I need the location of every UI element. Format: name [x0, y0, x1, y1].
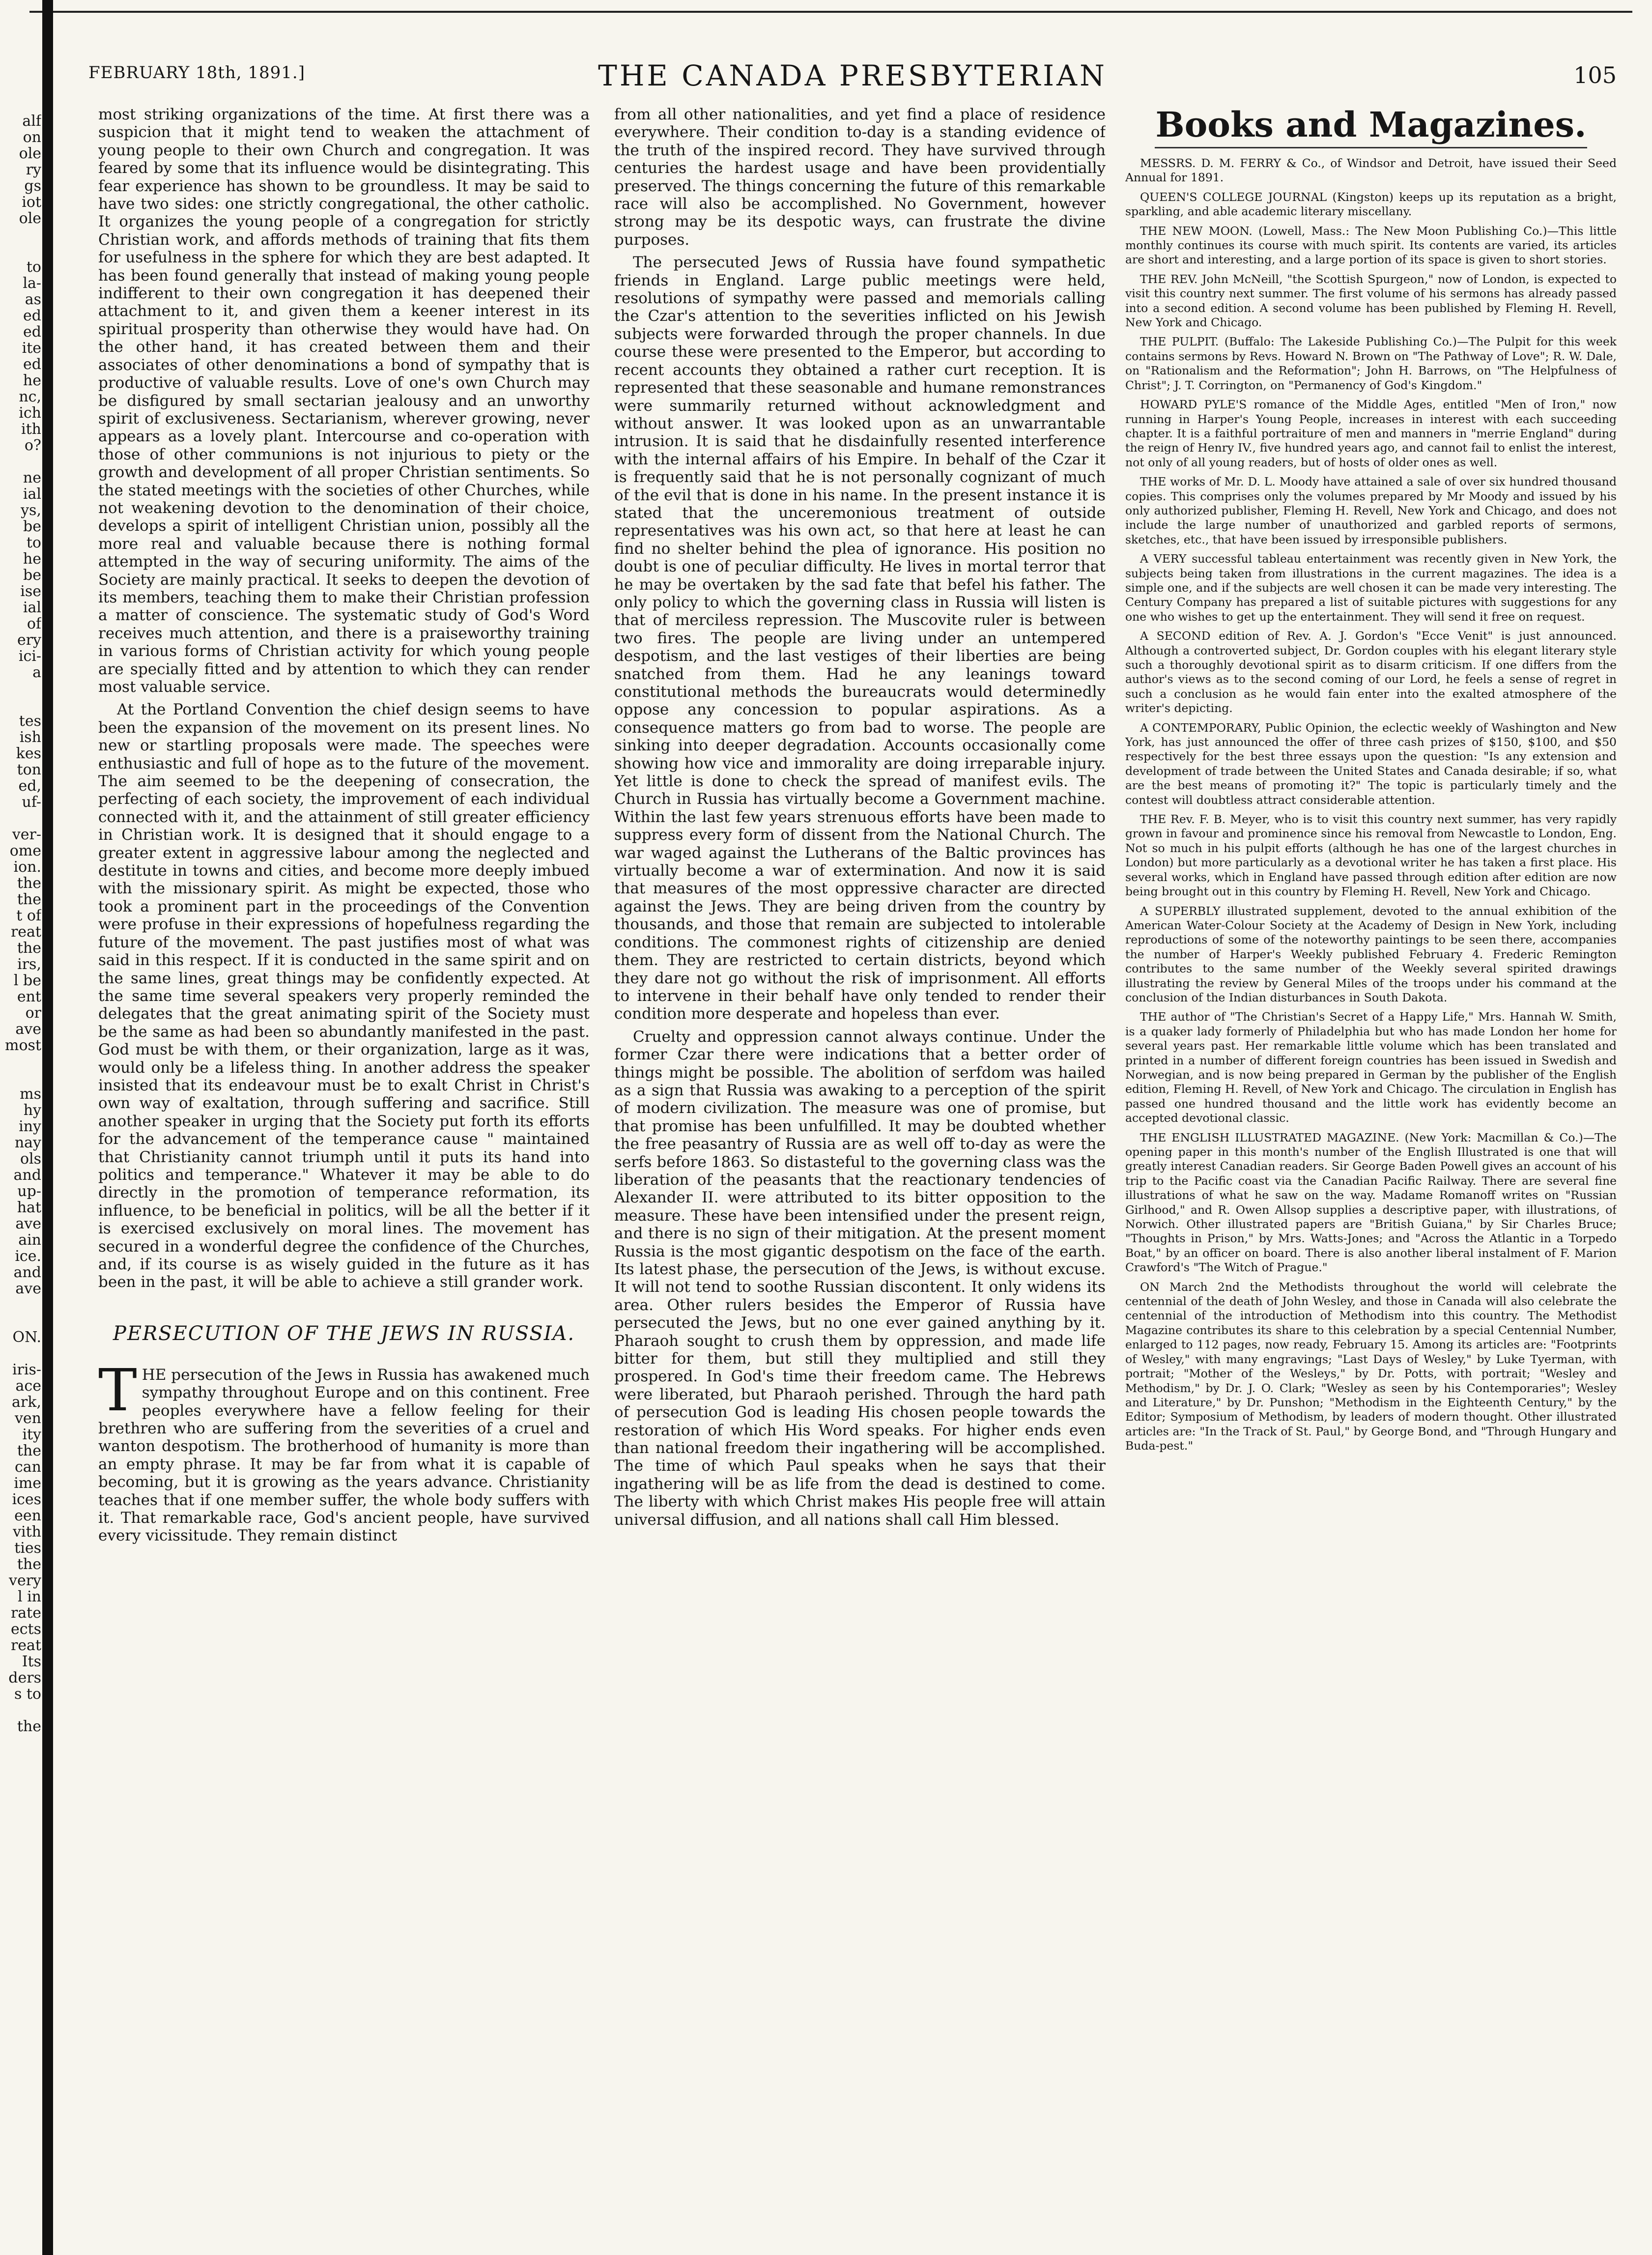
book-notice: A SECOND edition of Rev. A. J. Gordon's "Ecce Venit" is just announced. Although a controverted subject, Dr. Gordon couples with his elegant literary style such a thoroughly devotional spirit as to disarm criticism. If one differs from the author's views as to the second coming of our Lord, he feels a sense of regret in such a conclusion as he would fain enter into the exalted atmosphere of the writer's depicting. — [1125, 629, 1617, 715]
margin-fragment: iot — [22, 194, 41, 211]
book-notice: MESSRS. D. M. FERRY & Co., of Windsor and Detroit, have issued their Seed Annual for 1891. — [1125, 156, 1617, 185]
margin-fragment: ed, — [18, 777, 41, 795]
book-notice: THE works of Mr. D. L. Moody have attained a sale of over six hundred thousand copies. This comprises only the volumes prepared by Mr Moody and issued by his only authorized publisher, Fleming H. Revell, New York and Chicago, and does not include the large number of unauthorized and garbled reports of sermons, sketches, etc., that have been issued by irresponsible publishers. — [1125, 475, 1617, 546]
margin-fragment: ial — [23, 599, 41, 616]
binding-edge — [42, 0, 53, 2255]
section-opening-text: HE persecution of the Jews in Russia has awakened much sympathy throughout Europe and on this continent. Free peoples everywhere have a fellow feeling for their brethren who are suffering from the severities of a cruel and wanton despotism. The brotherhood of humanity is more than an empty phrase. It may be far from what it is capable of becoming, but it is growing as the years advance. Christianity teaches that if one member suffer, the whole body suffers with it. That remarkable race, God's ancient people, have survived every vicissitude. They remain distinct — [98, 1366, 590, 1545]
margin-fragment: rate — [10, 1604, 41, 1622]
margin-fragment: ain — [18, 1231, 41, 1249]
margin-fragment: and — [13, 1264, 41, 1281]
margin-fragment: ects — [10, 1621, 41, 1638]
margin-fragment: ices — [12, 1491, 41, 1508]
margin-fragment: the — [17, 1556, 41, 1573]
margin-fragment — [0, 1054, 41, 1070]
margin-fragment: ne — [23, 469, 41, 486]
margin-fragment: s to — [14, 1685, 41, 1703]
margin-fragment: ith — [21, 421, 41, 438]
page-header — [88, 49, 1617, 92]
book-notice: THE author of "The Christian's Secret of a Happy Life," Mrs. Hannah W. Smith, is a quaker lady formerly of Philadelphia but who has made London her home for several years past. Her remarkable little volume which has been translated and printed in a number of different foreign countries has been issued in Swedish and Norwegian, and is now being prepared in German by the publisher of the English edition, Fleming H. Revell, of New York and Chicago. The circulation in English has passed one hundred thousand and the little work has evidently become an accepted devotional classic. — [1125, 1010, 1617, 1125]
margin-fragment: ite — [22, 340, 41, 357]
margin-fragment: reat — [10, 923, 41, 941]
margin-fragment: ed — [23, 307, 41, 324]
margin-fragment — [0, 1297, 41, 1313]
margin-fragment: een — [14, 1507, 41, 1524]
book-notice: A SUPERBLY illustrated supplement, devoted to the annual exhibition of the American Water-Colour Society at the Academy of Design in New York, including reproductions of some of the noteworthy paintings to be seen there, accompanies the number of Harper's Weekly published February 4. Frederic Remington contributes to the same number of the Weekly several spirited drawings illustrating the review by General Miles of the troops under his command at the conclusion of the Indian disturbances in South Dakota. — [1125, 904, 1617, 1004]
margin-fragment — [0, 681, 41, 697]
book-notice: THE NEW MOON. (Lowell, Mass.: The New Moon Publishing Co.)—This little monthly continues its course with much spirit. Its contents are varied, its articles are short and interesting, and a large portion of its space is given to short stories. — [1125, 224, 1617, 267]
margin-fragment: ace — [15, 1377, 41, 1395]
margin-fragment: ties — [14, 1540, 41, 1557]
book-notice: THE REV. John McNeill, "the Scottish Spurgeon," now of London, is expected to visit this country next summer. The first volume of his sermons has already passed into a second edition. A second volume has been published by Fleming H. Revell, New York and Chicago. — [1125, 272, 1617, 330]
margin-fragment: and — [13, 1167, 41, 1184]
margin-fragment: ici- — [18, 648, 41, 665]
book-notice: THE ENGLISH ILLUSTRATED MAGAZINE. (New York: Macmillan & Co.)—The opening paper in this month's number of the English Illustrated is one that will greatly interest Canadian readers. Sir George Baden Powell gives an account of his trip to the Pacific coast via the Canadian Pacific Railway. There are several fine illustrations of what he saw on the way. Madame Romanoff writes on "Russian Girlhood," and R. Owen Allsop supplies a descriptive paper, with illustrations, of Norwich. Other illustrated papers are "British Guiana," by Sir Charles Bruce; "Thoughts in Prison," by Mrs. Watts-Jones; and "Across the Atlantic in a Torpedo Boat," by an officer on board. There is also another liberal instalment of F. Marion Crawford's "The Witch of Prague." — [1125, 1130, 1617, 1275]
margin-fragment: reat — [10, 1637, 41, 1654]
margin-fragment: ders — [8, 1669, 41, 1686]
margin-fragment: hy — [23, 1102, 41, 1119]
margin-fragment — [0, 243, 41, 259]
article-paragraph: The persecuted Jews of Russia have found sympathetic friends in England. Large public meetings were held, resolutions of sympathy were passed and memorials calling the Czar's attention to the severities inflicted on his Jewish subjects were forwarded through the proper channels. In due course these were presented to the Emperor, but according to recent accounts they obtained a rather curt reception. It is represented that these seasonable and humane remonstrances were summarily returned without acknowledgment and without answer. It was looked upon as an unwarrantable intrusion. It is said that he disdainfully resented interference with the internal affairs of his Empire. In behalf of the Czar it is frequently said that he is not personally cognizant of much of the evil that is done in his name. In the present instance it is stated that the unceremonious treatment of outside representatives was his own act, so that here at least he can find no shelter behind the plea of ignorance. His position no doubt is one of peculiar difficulty. He lives in mortal terror that he may be overtaken by the sad fate that befel his father. The only policy to which the governing class in Russia will listen is that of merciless repression. The Muscovite ruler is between two fires. The people are living under an untempered despotism, and the last vestiges of their liberties are being snatched from them. Had he any leanings toward constitutional methods the bureaucrats would determinedly oppose any concession to popular aspirations. As a consequence matters go from bad to worse. The people are sinking into deeper degradation. Accounts occasionally come showing how vice and immorality are doing irreparable injury. Yet little is done to check the spread of manifest evils. The Church in Russia has virtually become a Government machine. Within the last few years strenuous efforts have been made to suppress every form of dissent from the National Church. The war waged against the Lutherans of the Baltic provinces has virtually become a war of extermination. And now it is said that measures of the most oppressive character are directed against the Jews. They are being driven from the country by thousands, and those that remain are subjected to intolerable conditions. The commonest rights of citizenship are denied them. They are restricted to certain districts, beyond which they dare not go without the risk of imprisonment. All efforts to intervene in their behalf have only tended to render their condition more desperate and hopeless than ever. — [614, 254, 1106, 1023]
page-number: 105 — [1573, 62, 1617, 88]
margin-fragment: on — [23, 129, 41, 146]
margin-fragment: ion. — [13, 858, 41, 876]
book-notice: THE PULPIT. (Buffalo: The Lakeside Publishing Co.)—The Pulpit for this week contains sermons by Revs. Howard N. Brown on "The Pathway of Love"; R. W. Dale, on "Rationalism and the Reformation"; John H. Barrows, on "The Helpfulness of Christ"; J. T. Corrington, on "Permanency of God's Kingdom." — [1125, 335, 1617, 392]
margin-fragment: the — [17, 891, 41, 908]
margin-fragment: nc, — [19, 388, 41, 405]
margin-fragment: ols — [20, 1150, 41, 1168]
margin-fragment: the — [17, 940, 41, 957]
margin-fragment: ich — [19, 404, 41, 422]
title-rule — [1155, 147, 1587, 148]
margin-fragment: he — [23, 550, 41, 568]
margin-fragment: can — [14, 1458, 41, 1476]
margin-fragment: ms — [20, 1085, 41, 1103]
article-paragraph: from all other nationalities, and yet find a place of residence everywhere. Their condition to-day is a standing evidence of the truth of the inspired record. They have survived through centuries the hardest usage and have been providentially preserved. The things concerning the future of this remarkable race will also be accomplished. No Government, however strong may be its despotic ways, can frustrate the divine purposes. — [614, 106, 1106, 249]
margin-fragment: to — [26, 258, 41, 276]
newspaper-title: THE CANADA PRESBYTERIAN — [598, 59, 1107, 92]
margin-fragment: ity — [22, 1426, 41, 1443]
margin-fragment: ton — [17, 761, 41, 778]
margin-fragment: up- — [17, 1183, 41, 1200]
margin-fragment: of — [27, 615, 41, 632]
article-paragraph: most striking organizations of the time. At first there was a suspicion that it might tend to weaken the attachment of young people to their own Church and congregation. It was feared by some that its influence would be disintegrating. This fear experience has shown to be groundless. It may be said to have two sides: one strictly congregational, the other catholic. It organizes the young people of a congregation for strictly Christian work, and affords methods of training that fits them for usefulness in the sphere for which they are best adapted. It has been found generally that instead of making young people indifferent to their own congregation it has deepened their attachment to it, and given them a keener interest in its spiritual prosperity than otherwise they would have had. On the other hand, it has created between them and their associates of other denominations a bond of sympathy that is productive of valuable results. Love of one's own Church may be disfigured by small sectarian jealousy and an unworthy spirit of exclusiveness. Sectarianism, wherever growing, never appears as a lovely plant. Intercourse and co-operation with those of other communions is not injurious to piety or the growth and development of all proper Christian sentiments. So the stated meetings with the societies of other Churches, while not weakening devotion to the denomination of their choice, develops a spirit of intelligent Christian union, possibly all the more real and valuable because there is nothing formal attempted in the way of securing uniformity. The aims of the Society are mainly practical. It seeks to deepen the devotion of its members, teaching them to make their Christian profession a matter of conscience. The systematic study of God's Word receives much attention, and there is a praiseworthy training in various forms of Christian activity for which young people are specially fitted and by attention to which they can render most valuable service. — [98, 106, 590, 696]
margin-fragment: ime — [14, 1475, 41, 1492]
article-paragraph: At the Portland Convention the chief design seems to have been the expansion of the movement on its present lines. No new or startling proposals were made. The speeches were enthusiastic and full of hope as to the future of the movement. The aim seemed to be the deepening of consecration, the perfecting of each society, the improvement of each individual connected with it, and the attainment of still greater efficiency in Christian work. It is designed that it should engage to a greater extent in aggressive labour among the neglected and destitute in towns and cities, and become more deeply imbued with the missionary spirit. As might be expected, those who took a prominent part in the proceedings of the Convention were profuse in their expressions of hopefulness regarding the future of the movement. The past justifies most of what was said in this respect. If it is conducted in the same spirit and on the same lines, great things may be confidently expected. At the same time several speakers very properly reminded the delegates that the great animating spirit of the Society must be the same as had been so abundantly manifested in the past. God must be with them, or their organization, large as it was, would only be a lifeless thing. In another address the speaker insisted that its endeavour must be to exalt Christ in Christ's own way of exaltation, through suffering and sacrifice. Still another speaker in urging that the Society put forth its efforts for the advancement of the temperance cause " maintained that Christianity cannot triumph until it puts its hand into politics and temperance." Whatever it may be able to do directly in the promotion of temperance reformation, its influence, to be beneficial in politics, will be all the better if it is exercised exclusively on moral lines. The movement has secured in a wonderful degree the confidence of the Churches, and, if its course is as wisely guided in the future as it has been in the past, it will be able to achieve a still grander work. — [98, 701, 590, 1291]
margin-fragment — [0, 1070, 41, 1086]
article-paragraph: Cruelty and oppression cannot always continue. Under the former Czar there were indications that a better order of things might be possible. The abolition of serfdom was hailed as a sign that Russia was awaking to a perception of the spirit of modern civilization. The measure was one of promise, but that promise has been unfulfilled. It may be doubted whether the free peasantry of Russia are as well off to-day as were the serfs before 1863. So distasteful to the governing class was the liberation of the peasants that the reactionary tendencies of Alexander II. were attributed to its bitter opposition to the measure. These have been intensified under the present reign, and there is no sign of their mitigation. At the present moment Russia is the most gigantic despotism on the face of the earth. Its latest phase, the persecution of the Jews, is without excuse. It will not tend to soothe Russian discontent. It only widens its area. Other rulers besides the Emperor of Russia have persecuted the Jews, but no one ever gained anything by it. Pharaoh sought to crush them by oppression, and made life bitter for them, but still they multiplied and still they prospered. In God's time their freedom came. The Hebrews were liberated, but Pharaoh perished. Through the hard path of persecution God is leading His chosen people towards the restoration of which His Word speaks. For higher ends even than national freedom their ingathering will be accomplished. The time of which Paul speaks when he says that their ingathering will be as life from the dead is destined to come. The liberty with which Christ makes His people free will attain universal diffusion, and all nations shall call Him blessed. — [614, 1028, 1106, 1529]
book-notice: A VERY successful tableau entertainment was recently given in New York, the subjects being taken from illustrations in the current magazines. The idea is a simple one, and if the subjects are well chosen it can be made very interesting. The Century Company has prepared a list of suitable pictures with suggestions for any one who wishes to get up the entertainment. They will send it free on request. — [1125, 552, 1617, 624]
margin-fragment: uf- — [22, 794, 41, 811]
margin-fragment: ice. — [15, 1248, 41, 1265]
margin-fragment: la- — [23, 275, 41, 292]
margin-fragment: ome — [9, 842, 41, 859]
margin-fragment: nay — [14, 1134, 41, 1151]
margin-fragment — [0, 697, 41, 713]
margin-fragment — [0, 1345, 41, 1362]
section-title: PERSECUTION OF THE JEWS IN RUSSIA. — [113, 1322, 575, 1345]
margin-fragment — [0, 1313, 41, 1329]
margin-fragment: be — [23, 518, 41, 535]
margin-fragment: ole — [19, 145, 41, 162]
margin-fragment: tes — [19, 713, 41, 730]
margin-fragment: or — [25, 1004, 41, 1022]
margin-fragment — [0, 227, 41, 243]
margin-fragment: hat — [17, 1199, 41, 1216]
margin-fragment: ent — [17, 988, 41, 1005]
margin-fragment: Its — [22, 1653, 41, 1670]
margin-fragment: irs, — [17, 956, 41, 973]
margin-fragment — [0, 810, 41, 827]
column-left — [98, 106, 590, 1550]
margin-fragment: vith — [13, 1523, 41, 1541]
margin-fragment: very — [9, 1572, 41, 1589]
margin-fragment: ery — [17, 631, 41, 649]
margin-fragment: iris- — [12, 1361, 41, 1378]
margin-fragment: he — [23, 372, 41, 389]
margin-fragment: ven — [14, 1410, 41, 1427]
book-notice: A CONTEMPORARY, Public Opinion, the eclectic weekly of Washington and New York, has just announced the offer of three cash prizes of $150, $100, and $50 respectively for the best three essays upon the question: "Is any extension and development of trade between the United States and Canada desirable; if so, what are the best means of promoting it?" The topic is particularly timely and the contest will doubtless attract considerable attention. — [1125, 720, 1617, 807]
book-notice: QUEEN'S COLLEGE JOURNAL (Kingston) keeps up its reputation as a bright, sparkling, and able academic literary miscellany. — [1125, 190, 1617, 219]
book-notice: ON March 2nd the Methodists throughout the world will celebrate the centennial of the death of John Wesley, and those in Canada will also celebrate the centennial of the introduction of Methodism into this country. The Methodist Magazine contributes its share to this celebration by a special Centennial Number, enlarged to 112 pages, now ready, February 15. Among its articles are: "Footprints of Wesley," with many engravings; "Last Days of Wesley," by Luke Tyerman, with portrait; "Mother of the Wesleys," by Dr. Potts, with portrait; "Wesley and Methodism," by Dr. J. O. Clark; "Wesley as seen by his Contemporaries"; Wesley and Literature," by Dr. Punshon; "Methodism in the Eighteenth Century," by the Editor; Symposium of Methodism, by leaders of modern thought. Other illustrated articles are: "In the Track of St. Paul," by George Bond, and "Through Hungary and Buda-pest." — [1125, 1280, 1617, 1453]
margin-fragment: the — [17, 1442, 41, 1459]
margin-fragment: ver- — [12, 826, 41, 843]
article-paragraph — [98, 1356, 590, 1545]
margin-fragment: l be — [13, 972, 41, 989]
margin-fragment: ark, — [12, 1394, 41, 1411]
margin-fragment: be — [23, 567, 41, 584]
margin-fragment: ys, — [21, 502, 41, 519]
margin-fragment: as — [25, 291, 41, 308]
top-rule — [29, 11, 1632, 13]
margin-fragment: iny — [19, 1118, 41, 1135]
column-right — [1125, 106, 1617, 1458]
drop-cap: T — [98, 1356, 137, 1424]
margin-fragment — [0, 454, 41, 470]
margin-fragment: ole — [19, 210, 41, 227]
margin-fragment: kes — [16, 745, 41, 762]
adjacent-page-fragments — [0, 113, 41, 1735]
margin-fragment: most — [5, 1037, 41, 1054]
margin-fragment: ial — [23, 485, 41, 503]
margin-fragment: l in — [17, 1588, 41, 1605]
margin-fragment: to — [26, 534, 41, 551]
margin-fragment: ON. — [12, 1329, 41, 1346]
margin-fragment: ave — [15, 1280, 41, 1297]
margin-fragment: ish — [19, 729, 41, 746]
margin-fragment — [0, 1702, 41, 1718]
margin-fragment: gs — [24, 177, 41, 195]
margin-fragment: the — [17, 875, 41, 892]
book-notice: HOWARD PYLE'S romance of the Middle Ages, entitled "Men of Iron," now running in Harper's Young People, increases in interest with each succeeding chapter. It is a faithful portraiture of men and manners in "merrie England" during the reign of Henry IV., five hundred years ago, and cannot fail to enlist the interest, not only of all young readers, but of hosts of older ones as well. — [1125, 398, 1617, 469]
margin-fragment: ry — [26, 161, 41, 178]
issue-date: FEBRUARY 18th, 1891.] — [88, 63, 306, 83]
margin-fragment: ave — [15, 1021, 41, 1038]
book-notices — [1125, 156, 1617, 1454]
margin-fragment: ed — [23, 323, 41, 341]
margin-fragment: o? — [24, 437, 41, 454]
margin-fragment: ave — [15, 1215, 41, 1232]
margin-fragment: the — [17, 1718, 41, 1735]
margin-fragment: alf — [22, 113, 41, 130]
book-notice: THE Rev. F. B. Meyer, who is to visit this country next summer, has very rapidly grown in favour and prominence since his removal from Newcastle to London, Eng. Not so much in his pulpit efforts (although he has one of the largest churches in London) but more particularly as a devotional writer he has taken a first place. His several works, which in England have passed through edition after edition are now being brought out in this country by Fleming H. Revell, New York and Chicago. — [1125, 812, 1617, 899]
margin-fragment: a — [32, 664, 41, 681]
margin-fragment: ise — [20, 583, 41, 600]
column-middle — [614, 106, 1106, 1534]
margin-fragment: t of — [16, 907, 41, 924]
margin-fragment: ed — [23, 356, 41, 373]
books-section-title: Books and Magazines. — [1155, 106, 1587, 145]
